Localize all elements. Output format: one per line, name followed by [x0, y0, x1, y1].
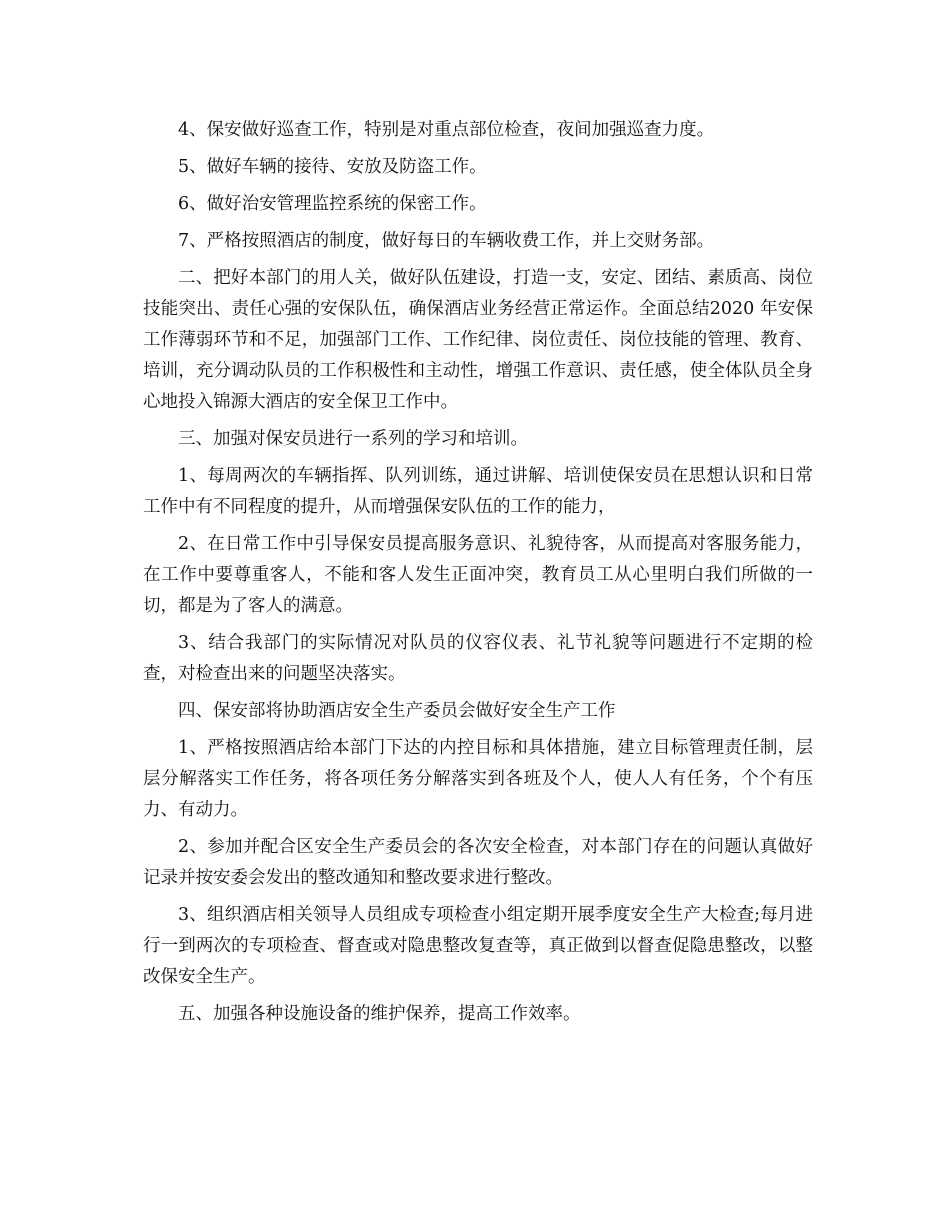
section-4-item-2: 2、参加并配合区安全生产委员会的各次安全检查，对本部门存在的问题认真做好记录并按安委会发出的整改通知和整改要求进行整改。	[143, 837, 813, 888]
section-3-item-2: 2、在日常工作中引导保安员提高服务意识、礼貌待客，从而提高对客服务能力，在工作中要尊重客人，不能和客人发生正面冲突，教育员工从心里明白我们所做的一切，都是为了客人的满意。	[143, 534, 813, 616]
section-3-item-1: 1、每周两次的车辆指挥、队列训练，通过讲解、培训使保安员在思想认识和日常工作中有不同程度的提升，从而增强保安队伍的工作的能力，	[143, 466, 813, 517]
document-body	[143, 115, 813, 1036]
section-heading-3: 三、加强对保安员进行一系列的学习和培训。	[178, 429, 528, 449]
section-3-item-3: 3、结合我部门的实际情况对队员的仪容仪表、礼节礼貌等问题进行不定期的检查，对检查出来的问题坚决落实。	[143, 633, 813, 684]
paragraph-item-6: 6、做好治安管理监控系统的保密工作。	[178, 194, 487, 214]
section-heading-4: 四、保安部将协助酒店安全生产委员会做好安全生产工作	[178, 701, 616, 721]
section-heading-2-paragraph: 二、把好本部门的用人关，做好队伍建设，打造一支，安定、团结、素质高、岗位技能突出、责任心强的安保队伍，确保酒店业务经营正常运作。全面总结2020 年安保工作薄弱环节和不足，加强部门工作、工作纪律、岗位责任、岗位技能的管理、教育、培训，充分调动队员的工作积极性和主动性，增强工作意识、责任感，使全体队员全身心地投入锦源大酒店的安全保卫工作中。	[143, 268, 813, 412]
paragraph-item-4: 4、保安做好巡查工作，特别是对重点部位检查，夜间加强巡查力度。	[178, 120, 715, 140]
paragraph-item-7: 7、严格按照酒店的制度，做好每日的车辆收费工作，并上交财务部。	[178, 231, 715, 251]
section-heading-5: 五、加强各种设施设备的维护保养，提高工作效率。	[178, 1004, 581, 1024]
paragraph-item-5: 5、做好车辆的接待、安放及防盗工作。	[178, 157, 487, 177]
section-4-item-3: 3、组织酒店相关领导人员组成专项检查小组定期开展季度安全生产大检查;每月进行一到两次的专项检查、督查或对隐患整改复查等，真正做到以督查促隐患整改，以整改保安全生产。	[143, 905, 813, 987]
section-4-item-1: 1、严格按照酒店给本部门下达的内控目标和具体措施，建立目标管理责任制，层层分解落实工作任务，将各项任务分解落实到各班及个人，使人人有任务，个个有压力、有动力。	[143, 738, 813, 820]
